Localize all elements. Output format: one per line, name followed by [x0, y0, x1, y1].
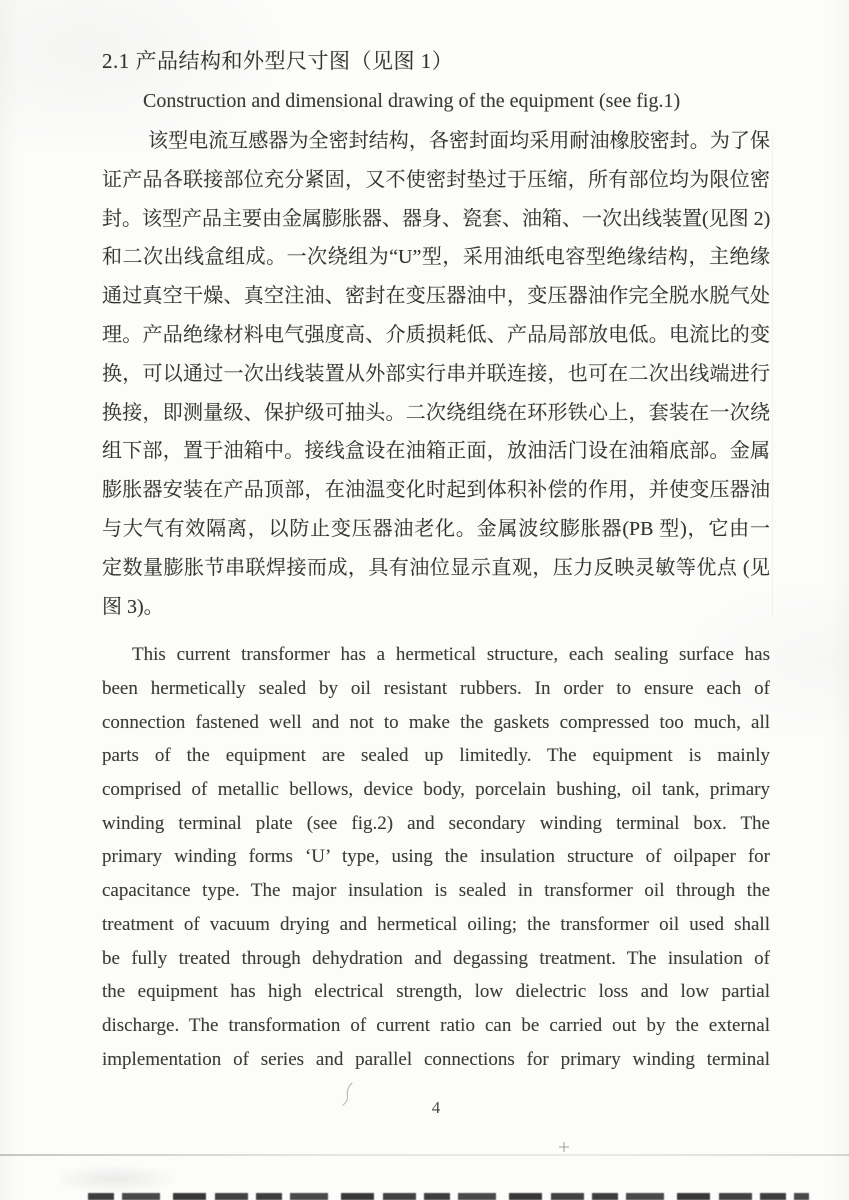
text-line: 换，可以通过一次出线装置从外部实行串并联连接，也可在二次出线端进行 [102, 362, 770, 385]
scan-vertical-line-artifact [772, 135, 773, 615]
text-line: implementation of series and parallel connections for primary winding terminal [102, 1048, 770, 1070]
text-line: winding terminal plate (see fig.2) and secondary winding terminal box. The [102, 812, 770, 834]
text-line: 封。该型产品主要由金属膨胀器、器身、瓷套、油箱、一次出线装置(见图 2) [102, 207, 771, 230]
text-line: discharge. The transformation of current ratio can be carried out by the external [102, 1014, 770, 1036]
page-number: 4 [431, 1098, 441, 1118]
text-line: 图 3)。 [102, 595, 164, 618]
text-line: connection fastened well and not to make the gaskets compressed too much, all [102, 711, 770, 733]
page-content [102, 47, 770, 1118]
paragraph-english [102, 638, 770, 1076]
text-line: treatment of vacuum drying and hermetical oiling; the transformer oil used shall [102, 913, 770, 935]
text-line: 通过真空干燥、真空注油、密封在变压器油中，变压器油作完全脱水脱气处 [102, 285, 770, 308]
scan-horizontal-line-artifact [0, 1154, 849, 1156]
text-line: been hermetically sealed by oil resistant rubbers. In order to ensure each of [102, 678, 770, 700]
text-line: 和二次出线盒组成。一次绕组为“U”型，采用油纸电容型绝缘结构，主绝缘 [102, 246, 770, 269]
section-heading-chinese: 2.1 产品结构和外型尺寸图（见图 1） [102, 49, 454, 73]
text-line: 换接，即测量级、保护级可抽头。二次绕组绕在环形铁心上，套装在一次绕 [102, 401, 770, 424]
text-line: capacitance type. The major insulation is sealed in transformer oil through the [102, 880, 770, 902]
text-line: This current transformer has a hermetical structure, each sealing surface has [132, 644, 770, 666]
scan-squiggle-mark [340, 1082, 356, 1111]
text-line: 组下部，置于油箱中。接线盒设在油箱正面，放油活门设在油箱底部。金属 [102, 440, 770, 463]
scan-smudge-artifact [60, 1164, 180, 1194]
scan-page-edge-band [88, 1193, 809, 1200]
text-line: be fully treated through dehydration and degassing treatment. The insulation of [102, 947, 770, 969]
section-heading-english: Construction and dimensional drawing of the equipment (see fig.1) [143, 90, 681, 112]
text-line: parts of the equipment are sealed up limitedly. The equipment is mainly [102, 745, 770, 767]
text-line: 定数量膨胀节串联焊接而成，具有油位显示直观，压力反映灵敏等优点 (见 [102, 556, 770, 579]
text-line: comprised of metallic bellows, device body, porcelain bushing, oil tank, primary [102, 779, 770, 801]
text-line: the equipment has high electrical strength, low dielectric loss and low partial [102, 981, 770, 1003]
paragraph-chinese [102, 122, 770, 626]
text-line: primary winding forms ‘U’ type, using the insulation structure of oilpaper for [102, 846, 770, 868]
text-line: 与大气有效隔离，以防止变压器油老化。金属波纹膨胀器(PB 型)，它由一 [102, 517, 770, 540]
text-line: 证产品各联接部位充分紧固，又不使密封垫过于压缩，所有部位均为限位密 [102, 168, 770, 191]
text-line: 该型电流互感器为全密封结构，各密封面均采用耐油橡胶密封。为了保 [148, 130, 770, 152]
text-line: 膨胀器安装在产品顶部，在油温变化时起到体积补偿的作用，并使变压器油 [102, 479, 770, 502]
text-line: 理。产品绝缘材料电气强度高、介质损耗低、产品局部放电低。电流比的变 [102, 323, 770, 346]
scan-plus-mark [558, 1140, 570, 1158]
